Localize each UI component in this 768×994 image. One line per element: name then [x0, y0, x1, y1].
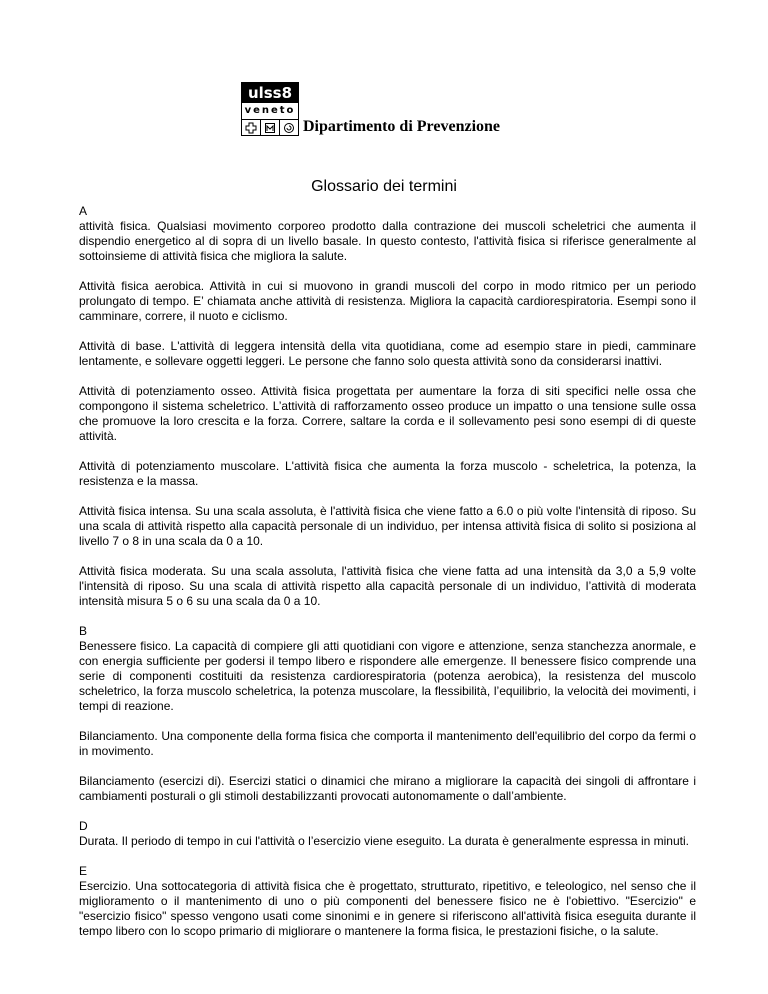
glossary-entry — [79, 459, 696, 489]
department-name: Dipartimento di Prevenzione — [303, 118, 501, 135]
logo-icons-row — [242, 120, 298, 135]
entry-text: Esercizio. Una sottocategoria di attività fisica che è progettato, strutturato, ripetitivo, e teleologico, nel senso che il miglioramento o il mantenimento di uno o più componenti del benessere fisico ne è l'obiettivo. "Esercizio" e "esercizio fisico" spesso vengono usati come sinonimi e in genere si riferiscono all'attività fisica eseguita durante il tempo libero con lo scopo primario di migliorare o mantenere la forma fisica, le prestazioni fisiche, o la salute. — [79, 879, 696, 938]
glossary-entry — [79, 819, 696, 849]
spiral-icon — [280, 120, 298, 135]
entry-text: attività fisica. Qualsiasi movimento corporeo prodotto dalla contrazione dei muscoli scheletrici che aumenta il dispendio energetico al di sopra di un livello basale. In questo contesto, l'attività fisica si riferisce generalmente al sottoinsieme di attività fisica che migliora la salute. — [79, 219, 696, 263]
entry-text: Bilanciamento (esercizi di). Esercizi statici o dinamici che mirano a migliorare la capacità dei singoli di affrontare i cambiamenti posturali o gli stimoli destabilizzanti provocati autonomamente o dall’ambiente. — [79, 774, 696, 803]
glossary-entry — [79, 624, 696, 714]
document-header — [241, 82, 661, 142]
glossary-entry — [79, 339, 696, 369]
glossary-entry — [79, 279, 696, 324]
entry-text: Attività di potenziamento muscolare. L'attività fisica che aumenta la forza muscolo - scheletrica, la potenza, la resistenza e la massa. — [79, 459, 696, 488]
ulss8-veneto-logo — [241, 82, 299, 136]
entry-text: Durata. Il periodo di tempo in cui l'attività o l’esercizio viene eseguito. La durata è generalmente espressa in minuti. — [79, 834, 689, 848]
glossary-entry — [79, 774, 696, 804]
glossary-entry — [79, 204, 696, 264]
section-letter: B — [79, 624, 88, 638]
entry-text: Attività fisica intensa. Su una scala assoluta, è l'attività fisica che viene fatto a 6.0 o più volte l'intensità di riposo. Su una scala di attività rispetto alla capacità personale di un individuo, per intensa attività fisica di solito si posiziona al livello 7 o 8 in una scala da 0 a 10. — [79, 504, 696, 548]
glossary-entry — [79, 729, 696, 759]
glossary-entry — [79, 384, 696, 444]
page-title: Glossario dei termini — [311, 178, 457, 195]
glossary-entry — [79, 504, 696, 549]
section-letter: E — [79, 864, 88, 878]
glossary-entry — [79, 864, 696, 939]
logo-veneto-text: veneto — [242, 103, 298, 120]
glossary-entry — [79, 564, 696, 609]
cross-icon — [242, 120, 261, 135]
glossary-content — [79, 204, 696, 954]
entry-text: Attività fisica moderata. Su una scala assoluta, l'attività fisica che viene fatta ad una intensità da 3,0 a 5,9 volte l'intensità di riposo. Su una scala di attività rispetto alla capacità personale di un individuo, l’attività di moderata intensità misura 5 o 6 su una scala da 0 a 10. — [79, 564, 696, 608]
entry-text: Benessere fisico. La capacità di compiere gli atti quotidiani con vigore e attenzione, senza stanchezza anormale, e con energia sufficiente per godersi il tempo libero e rispondere alle emergenze. Il benessere fisico comprende una serie di componenti costituiti da resistenza cardiorespiratoria (potenza aerobica), la resistenza del muscolo scheletrico, la forza muscolo scheletrica, la potenza muscolare, la flessibilità, l’equilibrio, la velocità dei movimenti, i tempi di reazione. — [79, 639, 696, 713]
entry-text: Bilanciamento. Una componente della forma fisica che comporta il mantenimento dell'equilibrio del corpo da fermi o in movimento. — [79, 729, 696, 758]
section-letter: D — [79, 819, 88, 833]
entry-text: Attività di base. L'attività di leggera intensità della vita quotidiana, come ad esempio stare in piedi, camminare lentamente, e sollevare oggetti leggeri. Le persone che fanno solo questa attività sono da considerarsi inattivi. — [79, 339, 696, 368]
entry-text: Attività di potenziamento osseo. Attività fisica progettata per aumentare la forza di siti specifici nelle ossa che compongono il sistema scheletrico. L’attività di rafforzamento osseo produce un impatto o una tensione sulle ossa che promuove la loro crescita e la forza. Correre, saltare la corda e il sollevamento pesi sono esempi di di queste attività. — [79, 384, 696, 443]
logo-ulss8-text: ulss8 — [242, 83, 298, 103]
section-letter: A — [79, 204, 88, 218]
entry-text: Attività fisica aerobica. Attività in cui si muovono in grandi muscoli del corpo in modo ritmico per un periodo prolungato di tempo. E’ chiamata anche attività di resistenza. Migliora la capacità cardiorespiratoria. Esempi sono il camminare, correre, il nuoto e ciclismo. — [79, 279, 696, 323]
building-icon — [261, 120, 280, 135]
